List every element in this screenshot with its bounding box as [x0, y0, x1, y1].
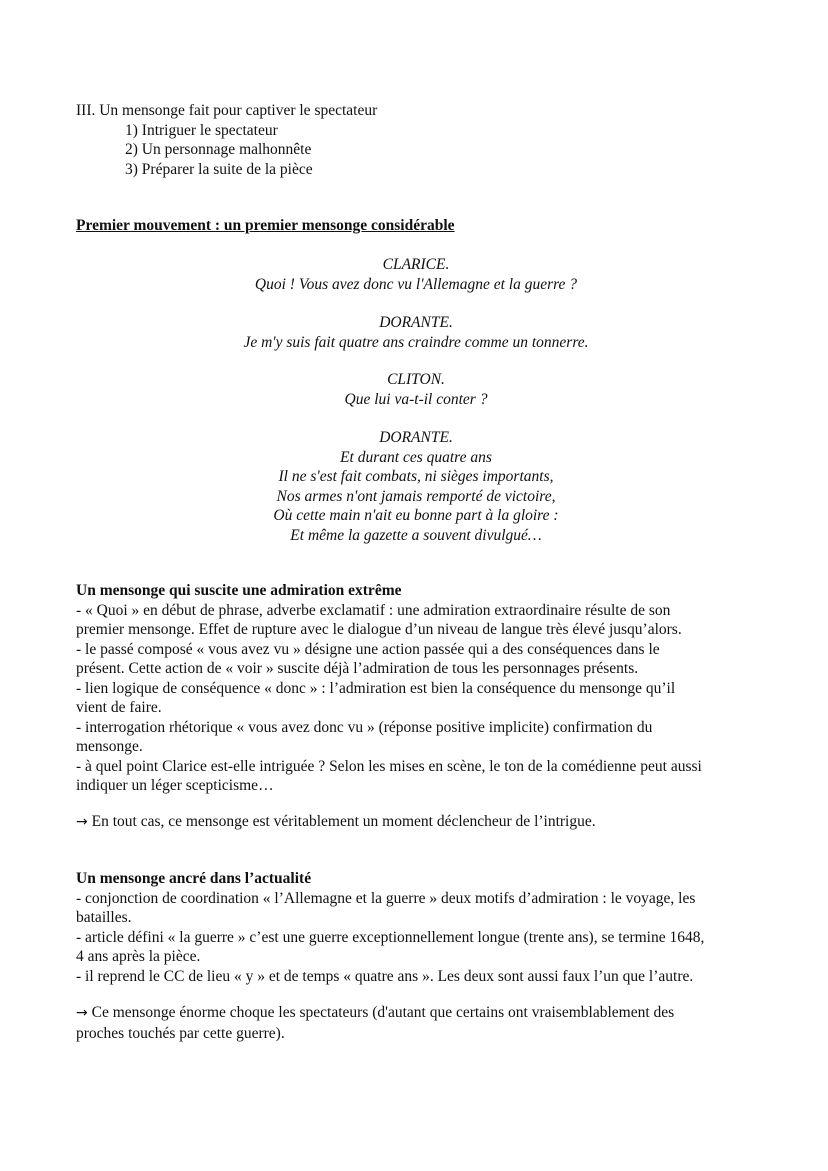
conclusion-text: proches touchés par cette guerre).: [76, 1024, 285, 1042]
verse-line: Je m'y suis fait quatre ans craindre comme un tonnerre.: [243, 333, 589, 351]
speaker-name: CLARICE.: [382, 256, 450, 273]
verse-line: Et durant ces quatre ans: [340, 448, 492, 466]
analysis-actualite: [76, 869, 756, 986]
analysis-line: - à quel point Clarice est-elle intriguée ? Selon les mises en scène, le ton de la comédienne peut aussi: [76, 757, 702, 775]
dialogue-dorante-1: [76, 313, 756, 352]
analysis-line: - interrogation rhétorique « vous avez donc vu » (réponse positive implicite) confirmation du: [76, 718, 653, 736]
analysis-line: vient de faire.: [76, 699, 162, 716]
speaker-name: DORANTE.: [379, 314, 453, 331]
conclusion-text: En tout cas, ce mensonge est véritablement un moment déclencheur de l’intrigue.: [91, 813, 596, 830]
analysis-line: indiquer un léger scepticisme…: [76, 777, 274, 794]
conclusion-text: Ce mensonge énorme choque les spectateurs (d'autant que certains ont vraisemblablement des: [91, 1004, 675, 1021]
arrow-icon: →: [76, 814, 88, 830]
section-title: Premier mouvement : un premier mensonge considérable: [76, 217, 455, 234]
analysis-line: - article défini « la guerre » c’est une guerre exceptionnellement longue (trente ans), se termine 1648,: [76, 928, 705, 946]
verse-line: Où cette main n'ait eu bonne part à la gloire :: [273, 507, 559, 524]
analysis-line: - lien logique de conséquence « donc » : l’admiration est bien la conséquence du mensonge qu’il: [76, 679, 676, 697]
analysis-title: Un mensonge ancré dans l’actualité: [76, 870, 312, 887]
analysis-line: batailles.: [76, 909, 132, 926]
analysis-conclusion: [76, 1003, 756, 1043]
verse-line: Et même la gazette a souvent divulgué…: [290, 526, 542, 544]
verse-line: Il ne s'est fait combats, ni sièges importants,: [278, 468, 554, 485]
analysis-line: mensonge.: [76, 738, 143, 755]
analysis-conclusion: [76, 812, 756, 833]
analysis-line: - il reprend le CC de lieu « y » et de temps « quatre ans ». Les deux sont aussi faux l’un que l’autre.: [76, 967, 694, 985]
dialogue-dorante-2: [76, 428, 756, 545]
analysis-line: - « Quoi » en début de phrase, adverbe exclamatif : une admiration extraordinaire résulte de son: [76, 601, 671, 619]
analysis-line: premier mensonge. Effet de rupture avec le dialogue d’un niveau de langue très élevé jusqu’alors.: [76, 621, 682, 638]
analysis-line: 4 ans après la pièce.: [76, 948, 201, 965]
arrow-icon: →: [76, 1005, 88, 1021]
analysis-title: Un mensonge qui suscite une admiration extrême: [76, 582, 402, 599]
outline-item: 1) Intriguer le spectateur: [125, 121, 278, 139]
analysis-line: présent. Cette action de « voir » suscite déjà l’admiration de tous les personnages présents.: [76, 660, 639, 677]
analysis-line: - conjonction de coordination « l’Allemagne et la guerre » deux motifs d’admiration : le voyage, les: [76, 889, 696, 907]
outline-item: 2) Un personnage malhonnête: [125, 141, 312, 158]
dialogue-clarice: [76, 255, 756, 294]
verse-line: Quoi ! Vous avez donc vu l'Allemagne et la guerre ?: [254, 275, 578, 293]
outline-item: 3) Préparer la suite de la pièce: [125, 160, 313, 178]
outline: [76, 101, 756, 179]
speaker-name: DORANTE.: [379, 429, 453, 446]
verse-line: Nos armes n'ont jamais remporté de victoire,: [276, 487, 556, 505]
analysis-admiration: [76, 581, 756, 796]
analysis-line: - le passé composé « vous avez vu » désigne une action passée qui a des conséquences dans le: [76, 640, 660, 658]
dialogue-cliton: [76, 370, 756, 409]
verse-line: Que lui va-t-il conter ?: [344, 390, 488, 408]
outline-part-title: III. Un mensonge fait pour captiver le spectateur: [76, 102, 378, 119]
speaker-name: CLITON.: [387, 371, 445, 388]
